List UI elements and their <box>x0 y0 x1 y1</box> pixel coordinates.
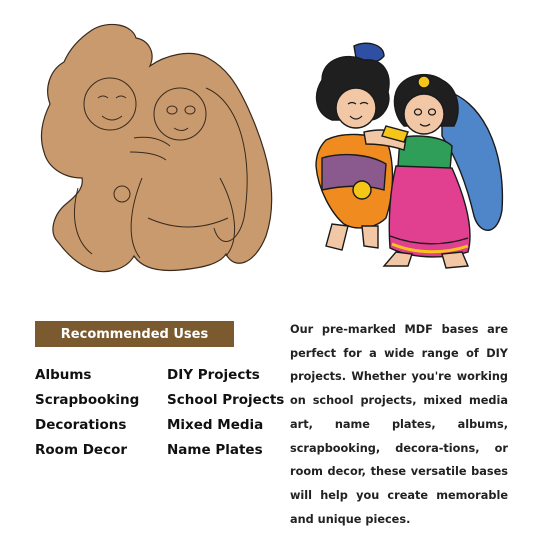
use-item: Mixed Media <box>167 417 264 433</box>
use-item: Name Plates <box>167 442 263 458</box>
use-item: DIY Projects <box>167 367 260 383</box>
uses-list-left <box>35 367 139 467</box>
product-description: Our pre-marked MDF bases are perfect for a wide range of DIY projects. Whether you're working on school projects, mixed media art, name plates, albums, scrapbooking, decora-tions, or room decor, these versatile bases will help you create memorable and unique pieces. <box>290 323 508 526</box>
use-item: School Projects <box>167 392 285 408</box>
use-item: Scrapbooking <box>35 392 140 408</box>
recommended-uses-heading: Recommended Uses <box>35 321 234 347</box>
use-item: Albums <box>35 367 92 383</box>
use-item: Room Decor <box>35 442 128 458</box>
mdf-cutout-illustration <box>30 18 280 280</box>
uses-list-right <box>167 367 284 467</box>
use-item: Decorations <box>35 417 127 433</box>
painted-illustration <box>292 40 512 270</box>
